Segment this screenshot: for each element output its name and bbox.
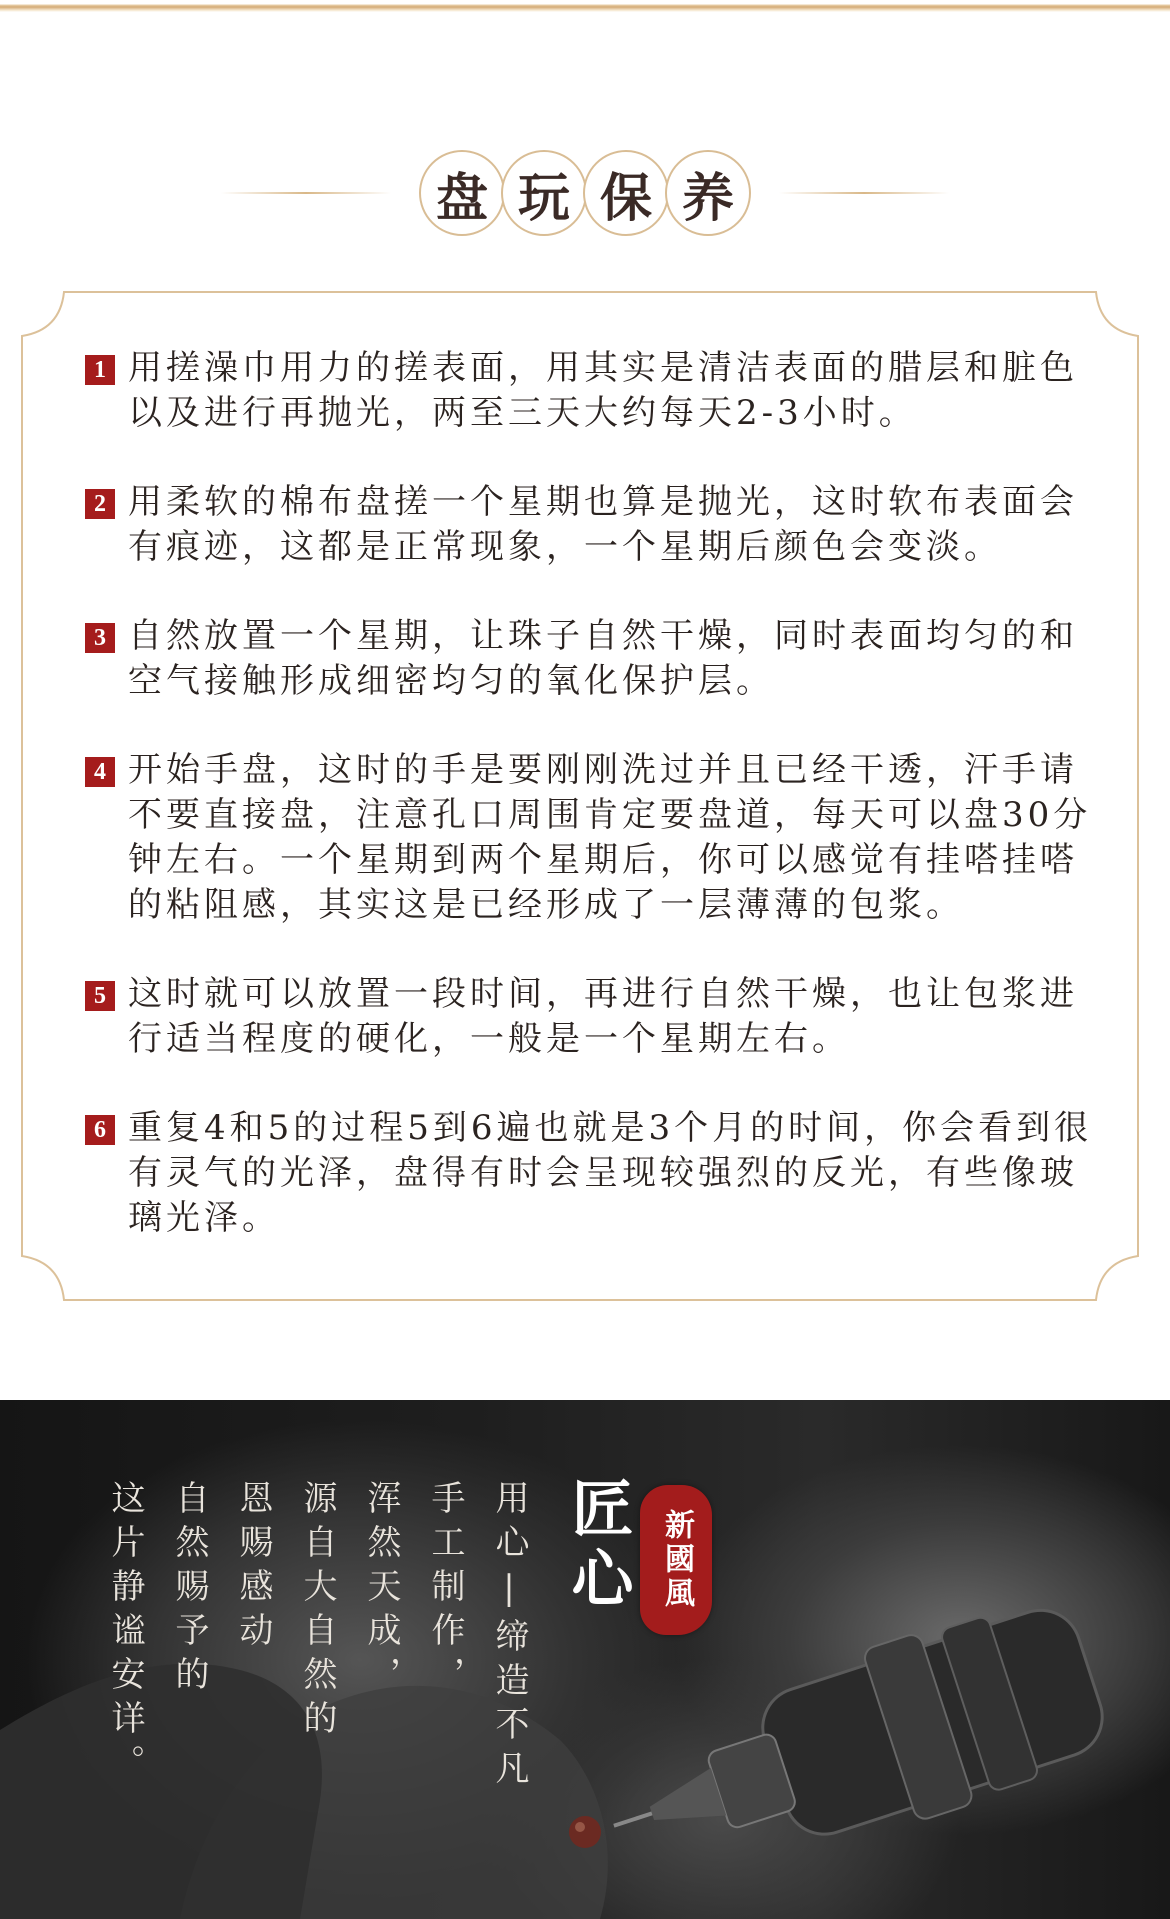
step-item <box>85 972 1115 1062</box>
banner-heading: 匠心 <box>561 1476 634 1616</box>
steps-list <box>85 346 1115 1285</box>
title-divider-left <box>221 192 391 194</box>
title-char-3: 保 <box>583 150 669 236</box>
banner-column-4: 源自大自然的 <box>297 1480 337 1744</box>
step-number-badge: 1 <box>85 355 115 385</box>
step-number-badge: 2 <box>85 489 115 519</box>
title-char-2: 玩 <box>501 150 587 236</box>
banner-column-1: 用心|缔造不凡 <box>489 1480 529 1794</box>
title-char-1: 盘 <box>419 150 505 236</box>
title-divider-right <box>779 192 949 194</box>
banner-column-6: 自然赐予的 <box>169 1480 209 1700</box>
banner-column-5: 恩赐感动 <box>233 1480 273 1656</box>
step-text: 用搓澡巾用力的搓表面，用其实是清洁表面的腊层和脏色以及进行再抛光，两至三天大约每天2-3小时。 <box>128 348 1078 433</box>
banner-column-3: 浑然天成， <box>361 1480 401 1700</box>
step-item <box>85 614 1115 704</box>
step-number-badge: 4 <box>85 757 115 787</box>
step-item <box>85 748 1115 928</box>
banner-column-7: 这片静谧安详。 <box>105 1480 145 1788</box>
step-item <box>85 480 1115 570</box>
step-text: 用柔软的棉布盘搓一个星期也算是抛光，这时软布表面会有痕迹，这都是正常现象，一个星期后颜色会变淡。 <box>128 482 1078 567</box>
step-text: 这时就可以放置一段时间，再进行自然干燥，也让包浆进行适当程度的硬化，一般是一个星期左右。 <box>128 974 1078 1059</box>
section-title <box>0 148 1170 238</box>
step-text: 重复4和5的过程5到6遍也就是3个月的时间，你会看到很有灵气的光泽，盘得有时会呈现较强烈的反光，有些像玻璃光泽。 <box>128 1108 1093 1238</box>
step-text: 自然放置一个星期，让珠子自然干燥，同时表面均匀的和空气接触形成细密均匀的氧化保护层。 <box>128 616 1078 701</box>
craftsmanship-banner <box>0 1400 1170 1919</box>
step-number-badge: 6 <box>85 1115 115 1145</box>
step-number-badge: 3 <box>85 623 115 653</box>
step-item <box>85 346 1115 436</box>
top-decorative-bar <box>0 0 1170 12</box>
xinguofeng-seal: 新國風 <box>640 1485 712 1635</box>
title-characters <box>421 150 749 236</box>
step-text: 开始手盘，这时的手是要刚刚洗过并且已经干透，汗手请不要直接盘，注意孔口周围肯定要盘道，每天可以盘30分钟左右。一个星期到两个星期后，你可以感觉有挂嗒挂嗒的粘阻感，其实这是已经形成了一层薄薄的包浆。 <box>128 750 1092 925</box>
step-item <box>85 1106 1115 1241</box>
care-steps-panel <box>20 290 1140 1302</box>
banner-column-2: 手工制作， <box>425 1480 465 1700</box>
step-number-badge: 5 <box>85 981 115 1011</box>
title-char-4: 养 <box>665 150 751 236</box>
